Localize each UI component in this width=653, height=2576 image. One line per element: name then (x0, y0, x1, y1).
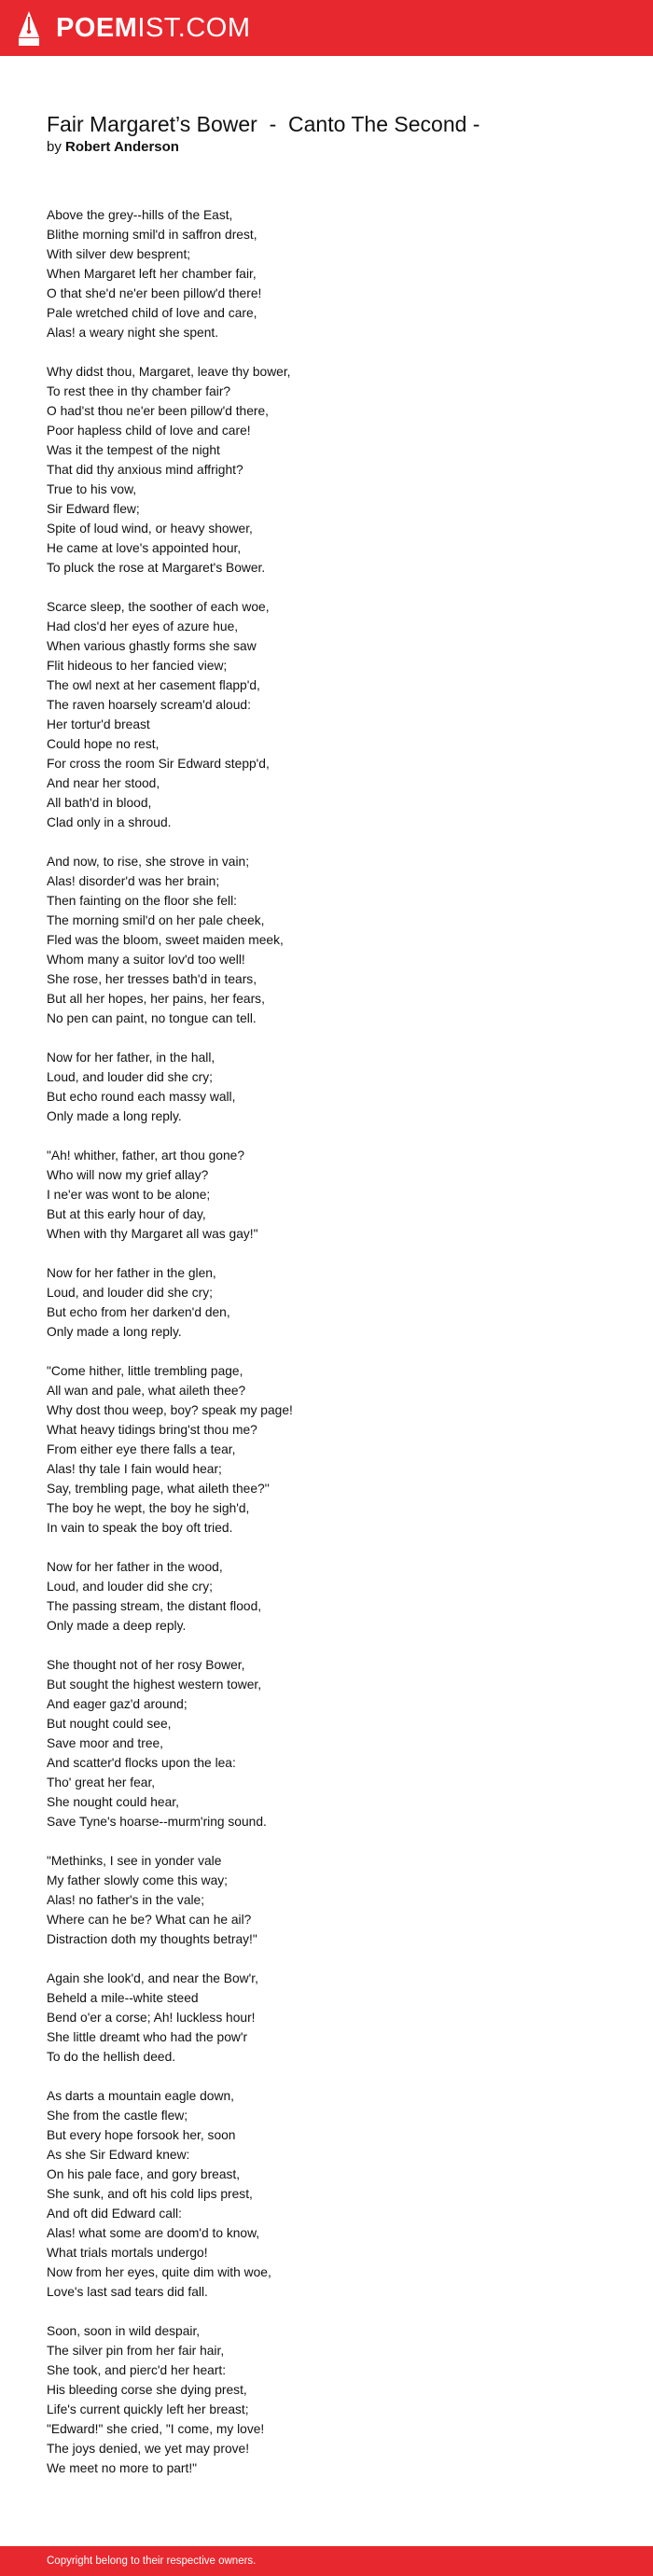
poem-line: His bleeding corse she dying prest, (47, 2383, 247, 2397)
poem-body (47, 205, 625, 2498)
poem-line: Poor hapless child of love and care! (47, 424, 251, 438)
poem-line: Flit hideous to her fancied view; (47, 659, 228, 673)
poem-line: Loud, and louder did she cry; (47, 1070, 213, 1084)
poem-stanza (47, 1048, 625, 1126)
poem-line: "Come hither, little trembling page, (47, 1364, 243, 1378)
site-logo[interactable] (56, 12, 251, 44)
poem-line: Only made a long reply. (47, 1325, 182, 1339)
logo-bold-text: POEM (56, 13, 138, 43)
poem-line: Only made a long reply. (47, 1109, 182, 1123)
poem-title: Fair Margaret’s Bower - Canto The Second - (47, 112, 480, 136)
poem-line: Again she look'd, and near the Bow'r, (47, 1971, 258, 1985)
poem-line: The owl next at her casement flapp'd, (47, 678, 260, 692)
poem-line: Was it the tempest of the night (47, 443, 220, 457)
poem-byline (47, 137, 179, 158)
poem-line: But sought the highest western tower, (47, 1678, 262, 1692)
poem-line: Whom many a suitor lov'd too well! (47, 953, 245, 967)
poem-line: True to his vow, (47, 482, 137, 496)
poem-line: As she Sir Edward knew: (47, 2148, 190, 2162)
poem-line: But echo round each massy wall, (47, 1090, 236, 1104)
poem-stanza (47, 205, 625, 342)
poem-line: Sir Edward flew; (47, 502, 140, 516)
poem-line: Alas! a weary night she spent. (47, 326, 219, 340)
poem-line: Alas! thy tale I fain would hear; (47, 1462, 222, 1476)
poem-line: Distraction doth my thoughts betray!" (47, 1932, 257, 1946)
poem-stanza (47, 1263, 625, 1342)
poem-line: Loud, and louder did she cry; (47, 1580, 213, 1594)
poem-line: Her tortur'd breast (47, 717, 150, 731)
poem-line: All wan and pale, what aileth thee? (47, 1384, 246, 1398)
poem-line: Could hope no rest, (47, 737, 160, 751)
poem-line: When various ghastly forms she saw (47, 639, 257, 653)
poem-line: Blithe morning smil'd in saffron drest, (47, 228, 257, 242)
poem-line: The boy he wept, the boy he sigh'd, (47, 1501, 250, 1515)
poem-stanza (47, 597, 625, 832)
poem-stanza (47, 362, 625, 578)
poem-line: And eager gaz'd around; (47, 1697, 188, 1711)
poem-line: When Margaret left her chamber fair, (47, 267, 257, 281)
poem-author[interactable]: Robert Anderson (65, 139, 179, 155)
poem-stanza (47, 1969, 625, 2067)
poem-line: Now for her father in the glen, (47, 1266, 216, 1280)
poem-line: Save Tyne's hoarse--murm'ring sound. (47, 1815, 267, 1829)
poem-line: With silver dew besprent; (47, 247, 191, 261)
poem-line: Above the grey--hills of the East, (47, 208, 233, 222)
poem-line: When with thy Margaret all was gay!" (47, 1227, 258, 1241)
poem-line: But at this early hour of day, (47, 1207, 206, 1221)
poem-line: My father slowly come this way; (47, 1873, 228, 1887)
poem-line: Where can he be? What can he ail? (47, 1913, 252, 1927)
poem-line: O that she'd ne'er been pillow'd there! (47, 286, 262, 300)
poem-line: Save moor and tree, (47, 1736, 164, 1750)
by-label: by (47, 139, 62, 155)
poem-line: He came at love's appointed hour, (47, 541, 242, 555)
poem-line: What heavy tidings bring'st thou me? (47, 1423, 257, 1437)
poem-stanza (47, 1146, 625, 1244)
poem-line: Why dost thou weep, boy? speak my page! (47, 1403, 293, 1417)
poem-line: For cross the room Sir Edward stepp'd, (47, 757, 270, 771)
poem-stanza (47, 1557, 625, 1636)
poem-line: To do the hellish deed. (47, 2050, 176, 2064)
poem-line: Alas! disorder'd was her brain; (47, 874, 220, 888)
poem-line: "Ah! whither, father, art thou gone? (47, 1149, 244, 1163)
poem-line: Pale wretched child of love and care, (47, 306, 257, 320)
poem-line: Alas! no father's in the vale; (47, 1893, 205, 1907)
poem-stanza (47, 2321, 625, 2478)
poem-line: And now, to rise, she strove in vain; (47, 855, 250, 869)
copyright-text: Copyright belong to their respective owners. (47, 2555, 257, 2567)
poem-line: As darts a mountain eagle down, (47, 2089, 234, 2103)
poem-line: Who will now my grief allay? (47, 1168, 209, 1182)
poem-line: Tho' great her fear, (47, 1775, 156, 1789)
poem-line: Now from her eyes, quite dim with woe, (47, 2265, 271, 2279)
pen-nib-icon[interactable] (17, 9, 41, 47)
poem-line: The raven hoarsely scream'd aloud: (47, 698, 251, 712)
poem-line: She little dreamt who had the pow'r (47, 2030, 248, 2044)
poem-line: Alas! what some are doom'd to know, (47, 2226, 260, 2240)
poem-line: Spite of loud wind, or heavy shower, (47, 522, 253, 536)
poem-line: Clad only in a shroud. (47, 815, 172, 829)
poem-line: I ne'er was wont to be alone; (47, 1188, 211, 1202)
poem-line: Soon, soon in wild despair, (47, 2324, 201, 2338)
poem-line: Fled was the bloom, sweet maiden meek, (47, 933, 284, 947)
poem-stanza (47, 852, 625, 1028)
poem-line: But every hope forsook her, soon (47, 2128, 236, 2142)
poem-line: She sunk, and oft his cold lips prest, (47, 2187, 253, 2201)
poem-line: Say, trembling page, what aileth thee?'' (47, 1482, 270, 1496)
poem-line: Only made a deep reply. (47, 1619, 187, 1633)
poem-line: "Edward!" she cried, "I come, my love! (47, 2422, 265, 2436)
poem-line: No pen can paint, no tongue can tell. (47, 1011, 257, 1025)
poem-line: But echo from her darken'd den, (47, 1305, 230, 1319)
poem-line: The passing stream, the distant flood, (47, 1599, 262, 1613)
poem-stanza (47, 1361, 625, 1538)
poem-line: We meet no more to part!" (47, 2461, 198, 2475)
site-header (0, 0, 653, 56)
poem-line: But nought could see, (47, 1717, 172, 1731)
poem-line: She thought not of her rosy Bower, (47, 1658, 245, 1672)
poem-stanza (47, 2086, 625, 2302)
poem-line: Had clos'd her eyes of azure hue, (47, 620, 239, 634)
poem-line: Now for her father, in the hall, (47, 1051, 215, 1065)
poem-line: To rest thee in thy chamber fair? (47, 384, 231, 398)
poem-stanza (47, 1851, 625, 1949)
poem-line: She nought could hear, (47, 1795, 179, 1809)
poem-line: The silver pin from her fair hair, (47, 2344, 225, 2358)
poem-line: That did thy anxious mind affright? (47, 463, 243, 477)
poem-line: And near her stood, (47, 776, 160, 790)
poem-line: And scatter'd flocks upon the lea: (47, 1756, 236, 1770)
poem-line: The morning smil'd on her pale cheek, (47, 913, 265, 927)
poem-line: Now for her father in the wood, (47, 1560, 223, 1574)
logo-light-text: IST.COM (137, 13, 251, 43)
poem-line: She from the castle flew; (47, 2109, 188, 2123)
poem-line: She rose, her tresses bath'd in tears, (47, 972, 257, 986)
poem-line: And oft did Edward call: (47, 2207, 182, 2221)
poem-line: To pluck the rose at Margaret's Bower. (47, 561, 266, 575)
poem-line: But all her hopes, her pains, her fears, (47, 992, 265, 1006)
poem-line: The joys denied, we yet may prove! (47, 2442, 250, 2456)
poem-line: Bend o'er a corse; Ah! luckless hour! (47, 2011, 256, 2025)
poem-line: Loud, and louder did she cry; (47, 1286, 213, 1300)
poem-stanza (47, 1655, 625, 1831)
poem-line: Life's current quickly left her breast; (47, 2402, 249, 2416)
poem-line: Love's last sad tears did fall. (47, 2285, 208, 2299)
site-footer (0, 2546, 653, 2576)
poem-line: From either eye there falls a tear, (47, 1442, 236, 1456)
poem-line: "Methinks, I see in yonder vale (47, 1854, 222, 1868)
poem-line: Why didst thou, Margaret, leave thy bower, (47, 365, 291, 379)
poem-line: Scarce sleep, the soother of each woe, (47, 600, 270, 614)
poem-line: O had'st thou ne'er been pillow'd there, (47, 404, 270, 418)
poem-line: What trials mortals undergo! (47, 2246, 208, 2260)
poem-line: Beheld a mile--white steed (47, 1991, 199, 2005)
poem-line: She took, and pierc'd her heart: (47, 2363, 227, 2377)
poem-line: Then fainting on the floor she fell: (47, 894, 238, 908)
poem-line: In vain to speak the boy oft tried. (47, 1521, 233, 1535)
poem-line: On his pale face, and gory breast, (47, 2167, 241, 2181)
poem-line: All bath'd in blood, (47, 796, 152, 810)
